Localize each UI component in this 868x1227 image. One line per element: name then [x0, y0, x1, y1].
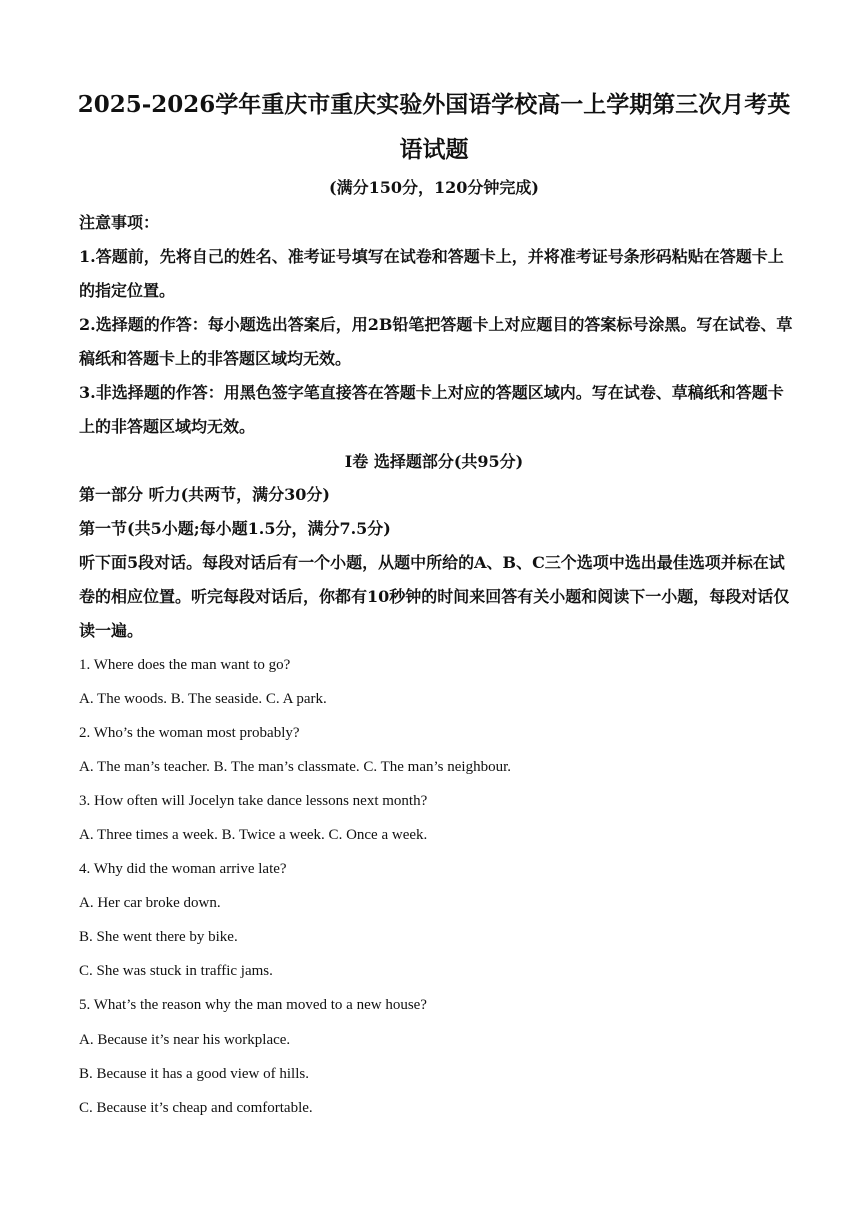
question-3-options: A. Three times a week. B. Twice a week. C. Once a week.: [79, 827, 428, 843]
subsection-heading: 第一节(共5小题;每小题1.5分，满分7.5分): [79, 519, 391, 538]
question-4-option-b: B. She went there by bike.: [79, 929, 238, 945]
question-5-option-a: A. Because it’s near his workplace.: [79, 1032, 291, 1048]
notice-item-3: 3.非选择题的作答：用黑色签字笔直接答在答题卡上对应的答题区域内。写在试卷、草稿纸和答题卡上的非答题区域均无效。: [79, 383, 784, 436]
question-3: 3. How often will Jocelyn take dance lessons next month?: [79, 793, 428, 809]
exam-score-time-note: (满分150分，120分钟完成): [329, 178, 539, 197]
question-4-option-c: C. She was stuck in traffic jams.: [79, 963, 273, 979]
notice-item-1: 1.答题前，先将自己的姓名、准考证号填写在试卷和答题卡上，并将准考证号条形码粘贴在答题卡上的指定位置。: [79, 247, 784, 300]
listening-instructions: 听下面5段对话。每段对话后有一个小题，从题中所给的A、B、C三个选项中选出最佳选项并标在试卷的相应位置。听完每段对话后，你都有10秒钟的时间来回答有关小题和阅读下一小题，每段对话仅读一遍。: [79, 553, 790, 640]
exam-title-line-1: 2025-2026学年重庆市重庆实验外国语学校高一上学期第三次月考英: [77, 91, 791, 118]
question-4: 4. Why did the woman arrive late?: [79, 861, 287, 877]
exam-title-line-2: 语试题: [399, 136, 469, 163]
question-5: 5. What’s the reason why the man moved to a new house?: [79, 997, 427, 1013]
question-1-options: A. The woods. B. The seaside. C. A park.: [79, 691, 327, 707]
question-4-option-a: A. Her car broke down.: [79, 895, 221, 911]
question-5-option-b: B. Because it has a good view of hills.: [79, 1066, 309, 1082]
notice-item-2: 2.选择题的作答：每小题选出答案后，用2B铅笔把答题卡上对应题目的答案标号涂黑。写在试卷、草稿纸和答题卡上的非答题区域均无效。: [79, 315, 793, 368]
question-2: 2. Who’s the woman most probably?: [79, 725, 300, 741]
volume-heading: Ⅰ卷 选择题部分(共95分): [344, 452, 524, 471]
question-1: 1. Where does the man want to go?: [79, 657, 291, 673]
notice-heading: 注意事项：: [79, 213, 160, 232]
question-2-options: A. The man’s teacher. B. The man’s classmate. C. The man’s neighbour.: [79, 759, 511, 775]
part-heading: 第一部分 听力(共两节，满分30分): [79, 485, 330, 504]
question-5-option-c: C. Because it’s cheap and comfortable.: [79, 1100, 313, 1116]
